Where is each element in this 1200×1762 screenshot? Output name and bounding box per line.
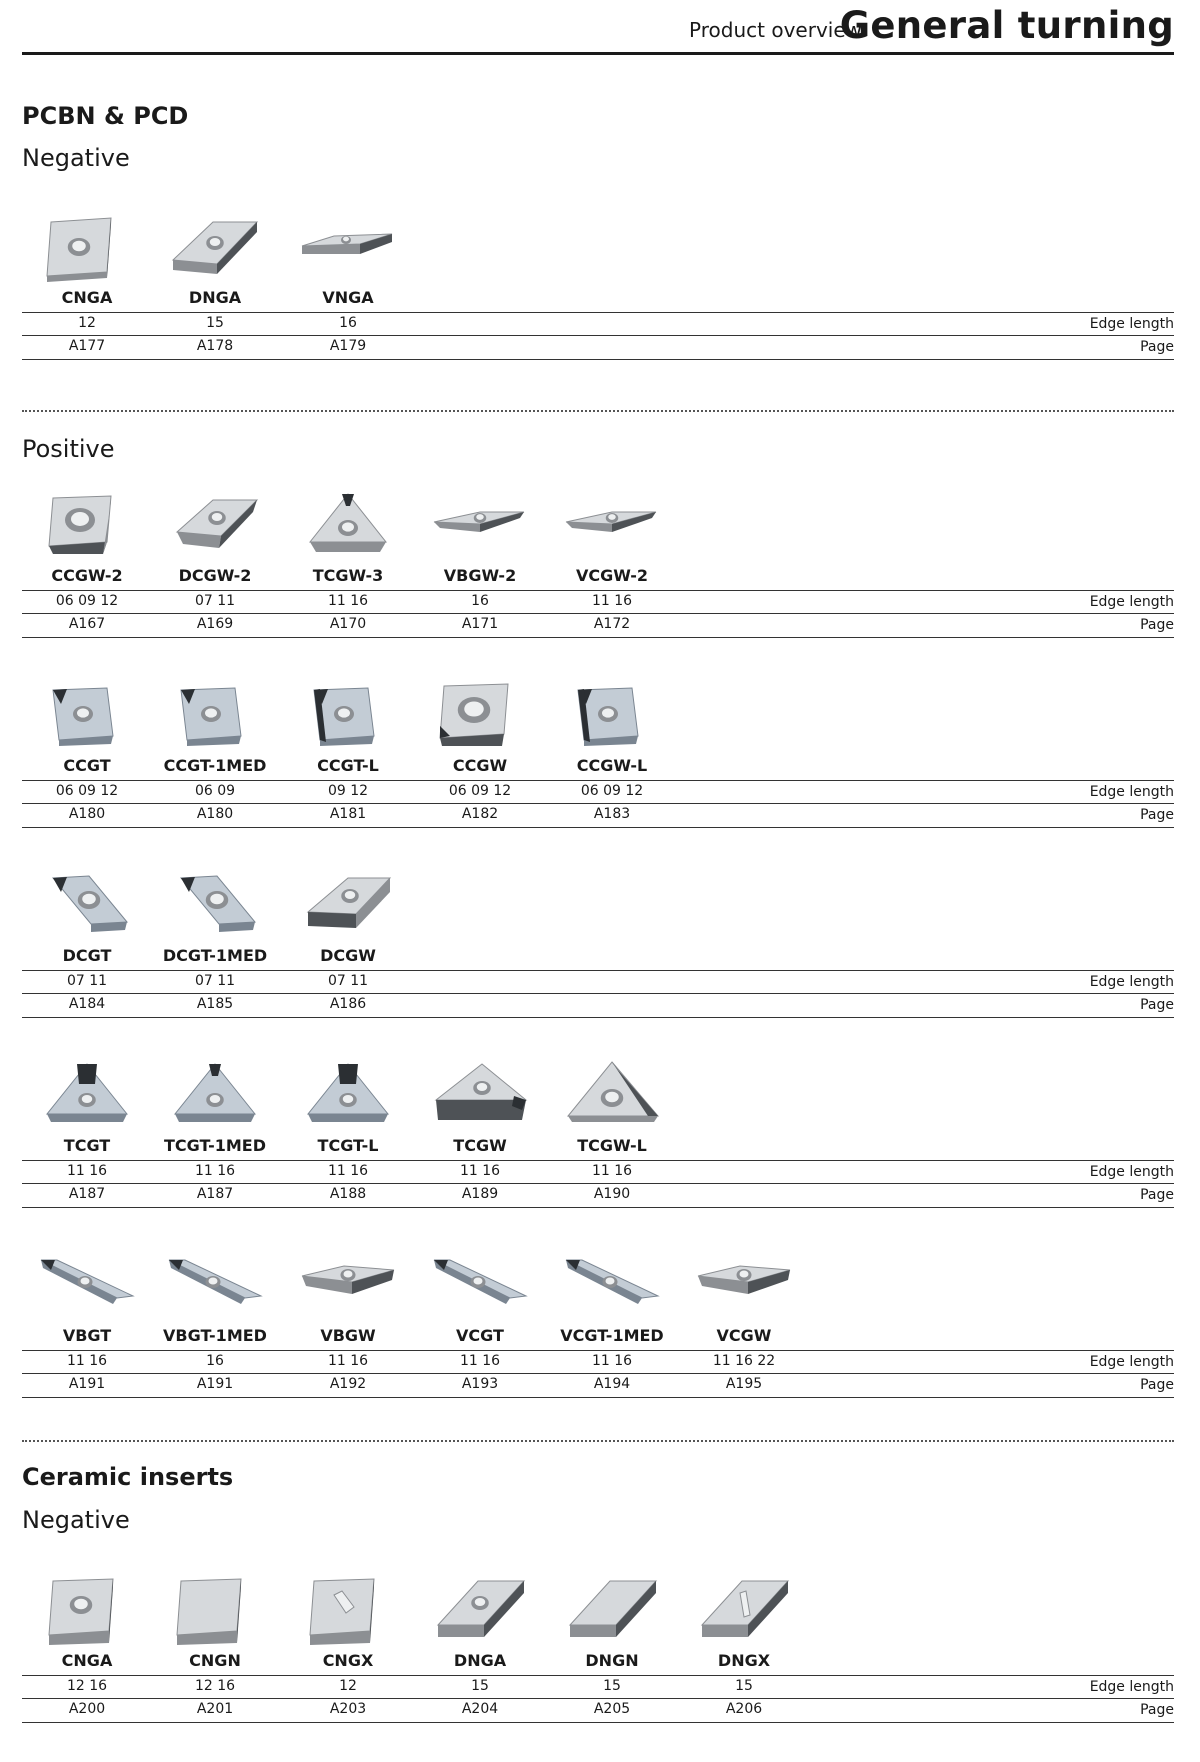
insert-item[interactable] bbox=[22, 490, 152, 640]
insert-code: CNGA bbox=[61, 288, 113, 307]
header-title: General turning bbox=[839, 4, 1174, 47]
insert-edge-length: 15 bbox=[206, 315, 224, 331]
insert-group bbox=[22, 1060, 1174, 1210]
insert-page-ref[interactable]: A185 bbox=[196, 996, 234, 1012]
insert-page-ref[interactable]: A200 bbox=[68, 1701, 106, 1717]
ccgw-insert-icon bbox=[430, 680, 530, 752]
insert-page-ref[interactable]: A170 bbox=[329, 616, 367, 632]
page-label: Page bbox=[1140, 617, 1174, 633]
dcgt-1med-insert-icon bbox=[165, 870, 265, 942]
insert-group bbox=[22, 490, 1174, 640]
section-title-pcbn: PCBN & PCD bbox=[22, 102, 189, 130]
insert-edge-length: 12 bbox=[78, 315, 96, 331]
insert-code: CCGW bbox=[452, 756, 508, 775]
edge-length-label: Edge length bbox=[1089, 316, 1174, 332]
insert-item[interactable] bbox=[22, 212, 152, 362]
insert-code: VCGT bbox=[456, 1326, 504, 1345]
insert-item[interactable] bbox=[283, 490, 413, 640]
edge-length-label: Edge length bbox=[1089, 1164, 1174, 1180]
ceramic-cnga-insert-icon bbox=[37, 1575, 137, 1647]
insert-item[interactable] bbox=[283, 1060, 413, 1210]
insert-edge-length: 11 16 bbox=[327, 593, 369, 609]
edge-length-label: Edge length bbox=[1089, 1354, 1174, 1370]
vbgw2-insert-icon bbox=[430, 490, 530, 562]
tcgt-l-insert-icon bbox=[298, 1060, 398, 1132]
insert-page-ref[interactable]: A178 bbox=[196, 338, 234, 354]
insert-item[interactable] bbox=[547, 680, 677, 830]
insert-item[interactable] bbox=[150, 1250, 280, 1400]
insert-code: DCGW bbox=[320, 946, 376, 965]
insert-page-ref[interactable]: A193 bbox=[461, 1376, 499, 1392]
insert-edge-length: 07 11 bbox=[327, 973, 369, 989]
insert-page-ref[interactable]: A203 bbox=[329, 1701, 367, 1717]
insert-page-ref[interactable]: A191 bbox=[68, 1376, 106, 1392]
insert-item[interactable] bbox=[150, 1575, 280, 1725]
insert-group bbox=[22, 1250, 1174, 1400]
insert-item[interactable] bbox=[547, 1250, 677, 1400]
insert-item[interactable] bbox=[22, 870, 152, 1020]
insert-item[interactable] bbox=[150, 212, 280, 362]
tcgw3-insert-icon bbox=[298, 490, 398, 562]
tcgt-1med-insert-icon bbox=[165, 1060, 265, 1132]
insert-code: CNGN bbox=[189, 1651, 241, 1670]
insert-edge-length: 16 bbox=[471, 593, 489, 609]
insert-edge-length: 11 16 bbox=[591, 1163, 633, 1179]
insert-page-ref[interactable]: A182 bbox=[461, 806, 499, 822]
insert-edge-length: 11 16 bbox=[327, 1163, 369, 1179]
insert-edge-length: 07 11 bbox=[194, 593, 236, 609]
insert-edge-length: 11 16 bbox=[591, 593, 633, 609]
header-subtitle: Product overview bbox=[689, 18, 862, 42]
insert-code: VNGA bbox=[322, 288, 374, 307]
insert-edge-length: 11 16 bbox=[66, 1353, 108, 1369]
insert-item[interactable] bbox=[547, 490, 677, 640]
insert-item[interactable] bbox=[415, 1060, 545, 1210]
vcgw-insert-icon bbox=[694, 1250, 794, 1322]
subsection-title-ceramic-negative: Negative bbox=[22, 1506, 130, 1534]
insert-edge-length: 07 11 bbox=[66, 973, 108, 989]
vbgt-1med-insert-icon bbox=[165, 1250, 265, 1322]
insert-edge-length: 15 bbox=[603, 1678, 621, 1694]
insert-edge-length: 12 bbox=[339, 1678, 357, 1694]
insert-code: TCGT bbox=[63, 1136, 111, 1155]
insert-code: DNGA bbox=[453, 1651, 507, 1670]
insert-code: CCGT-1MED bbox=[163, 756, 267, 775]
insert-page-ref[interactable]: A172 bbox=[593, 616, 631, 632]
insert-page-ref[interactable]: A192 bbox=[329, 1376, 367, 1392]
section-divider bbox=[22, 410, 1174, 412]
page-label: Page bbox=[1140, 1377, 1174, 1393]
tcgw-insert-icon bbox=[430, 1060, 530, 1132]
insert-page-ref[interactable]: A191 bbox=[196, 1376, 234, 1392]
insert-item[interactable] bbox=[283, 212, 413, 362]
dcgw2-insert-icon bbox=[165, 490, 265, 562]
insert-item[interactable] bbox=[547, 1575, 677, 1725]
page-label: Page bbox=[1140, 1702, 1174, 1718]
insert-item[interactable] bbox=[150, 870, 280, 1020]
insert-item[interactable] bbox=[415, 1575, 545, 1725]
insert-page-ref[interactable]: A181 bbox=[329, 806, 367, 822]
insert-code: VCGW bbox=[716, 1326, 772, 1345]
insert-code: CNGX bbox=[322, 1651, 374, 1670]
insert-page-ref[interactable]: A187 bbox=[196, 1186, 234, 1202]
insert-item[interactable] bbox=[22, 680, 152, 830]
insert-code: DCGT bbox=[62, 946, 112, 965]
insert-page-ref[interactable]: A188 bbox=[329, 1186, 367, 1202]
ccgw2-insert-icon bbox=[37, 490, 137, 562]
insert-page-ref[interactable]: A180 bbox=[196, 806, 234, 822]
insert-page-ref[interactable]: A183 bbox=[593, 806, 631, 822]
ceramic-cngn-insert-icon bbox=[165, 1575, 265, 1647]
ceramic-dngx-insert-icon bbox=[694, 1575, 794, 1647]
insert-edge-length: 11 16 bbox=[194, 1163, 236, 1179]
insert-page-ref[interactable]: A204 bbox=[461, 1701, 499, 1717]
section-title-ceramic: Ceramic inserts bbox=[22, 1463, 234, 1491]
tcgw-l-insert-icon bbox=[562, 1060, 662, 1132]
insert-edge-length: 06 09 12 bbox=[55, 783, 119, 799]
insert-page-ref[interactable]: A180 bbox=[68, 806, 106, 822]
insert-code: TCGT-L bbox=[317, 1136, 379, 1155]
vbgw-insert-icon bbox=[298, 1250, 398, 1322]
insert-item[interactable] bbox=[22, 1575, 152, 1725]
insert-page-ref[interactable]: A205 bbox=[593, 1701, 631, 1717]
insert-edge-length: 11 16 bbox=[459, 1163, 501, 1179]
insert-edge-length: 06 09 bbox=[194, 783, 236, 799]
insert-item[interactable] bbox=[22, 1250, 152, 1400]
insert-item[interactable] bbox=[283, 1250, 413, 1400]
subsection-title-pcbn-positive: Positive bbox=[22, 435, 115, 463]
insert-code: DCGT-1MED bbox=[162, 946, 268, 965]
dnga-insert-icon bbox=[165, 212, 265, 284]
page-label: Page bbox=[1140, 339, 1174, 355]
insert-page-ref[interactable]: A190 bbox=[593, 1186, 631, 1202]
insert-edge-length: 11 16 bbox=[66, 1163, 108, 1179]
insert-code: TCGT-1MED bbox=[164, 1136, 266, 1155]
insert-edge-length: 15 bbox=[471, 1678, 489, 1694]
cnga-insert-icon bbox=[37, 212, 137, 284]
ceramic-dngn-insert-icon bbox=[562, 1575, 662, 1647]
insert-code: CCGW-2 bbox=[51, 566, 123, 585]
insert-page-ref[interactable]: A206 bbox=[725, 1701, 763, 1717]
insert-edge-length: 11 16 bbox=[327, 1353, 369, 1369]
insert-item[interactable] bbox=[150, 1060, 280, 1210]
insert-page-ref[interactable]: A169 bbox=[196, 616, 234, 632]
ccgt-insert-icon bbox=[37, 680, 137, 752]
insert-edge-length: 16 bbox=[339, 315, 357, 331]
insert-group bbox=[22, 870, 1174, 1020]
insert-edge-length: 11 16 bbox=[459, 1353, 501, 1369]
dcgw-insert-icon bbox=[298, 870, 398, 942]
insert-item[interactable] bbox=[150, 680, 280, 830]
insert-code: VBGW bbox=[320, 1326, 376, 1345]
page-label: Page bbox=[1140, 807, 1174, 823]
insert-code: DCGW-2 bbox=[178, 566, 252, 585]
insert-code: CCGT-L bbox=[317, 756, 379, 775]
insert-code: TCGW-3 bbox=[312, 566, 384, 585]
insert-code: TCGW bbox=[453, 1136, 507, 1155]
ccgw-l-insert-icon bbox=[562, 680, 662, 752]
page-label: Page bbox=[1140, 1187, 1174, 1203]
insert-group bbox=[22, 212, 1174, 362]
insert-item[interactable] bbox=[415, 680, 545, 830]
insert-group bbox=[22, 680, 1174, 830]
insert-page-ref[interactable]: A195 bbox=[725, 1376, 763, 1392]
page-header bbox=[22, 0, 1174, 55]
vnga-insert-icon bbox=[298, 212, 398, 284]
insert-page-ref[interactable]: A194 bbox=[593, 1376, 631, 1392]
ccgt-1med-insert-icon bbox=[165, 680, 265, 752]
insert-item[interactable] bbox=[679, 1250, 809, 1400]
section-divider bbox=[22, 1440, 1174, 1442]
insert-code: DNGN bbox=[585, 1651, 639, 1670]
insert-code: CNGA bbox=[61, 1651, 113, 1670]
insert-code: CCGW-L bbox=[576, 756, 648, 775]
vcgt-1med-insert-icon bbox=[562, 1250, 662, 1322]
insert-code: CCGT bbox=[63, 756, 111, 775]
insert-item[interactable] bbox=[679, 1575, 809, 1725]
dcgt-insert-icon bbox=[37, 870, 137, 942]
insert-item[interactable] bbox=[22, 1060, 152, 1210]
insert-item[interactable] bbox=[415, 490, 545, 640]
insert-edge-length: 11 16 22 bbox=[712, 1353, 776, 1369]
insert-page-ref[interactable]: A187 bbox=[68, 1186, 106, 1202]
vcgw2-insert-icon bbox=[562, 490, 662, 562]
insert-page-ref[interactable]: A186 bbox=[329, 996, 367, 1012]
insert-page-ref[interactable]: A171 bbox=[461, 616, 499, 632]
insert-edge-length: 06 09 12 bbox=[55, 593, 119, 609]
edge-length-label: Edge length bbox=[1089, 784, 1174, 800]
insert-item[interactable] bbox=[283, 870, 413, 1020]
vcgt-insert-icon bbox=[430, 1250, 530, 1322]
insert-page-ref[interactable]: A179 bbox=[329, 338, 367, 354]
insert-code: DNGX bbox=[717, 1651, 771, 1670]
insert-edge-length: 09 12 bbox=[327, 783, 369, 799]
edge-length-label: Edge length bbox=[1089, 1679, 1174, 1695]
ccgt-l-insert-icon bbox=[298, 680, 398, 752]
vbgt-insert-icon bbox=[37, 1250, 137, 1322]
insert-edge-length: 07 11 bbox=[194, 973, 236, 989]
insert-edge-length: 06 09 12 bbox=[580, 783, 644, 799]
insert-edge-length: 06 09 12 bbox=[448, 783, 512, 799]
insert-edge-length: 12 16 bbox=[194, 1678, 236, 1694]
ceramic-dnga-insert-icon bbox=[430, 1575, 530, 1647]
insert-code: VCGW-2 bbox=[576, 566, 648, 585]
insert-code: VBGT-1MED bbox=[163, 1326, 267, 1345]
insert-page-ref[interactable]: A167 bbox=[68, 616, 106, 632]
insert-edge-length: 12 16 bbox=[66, 1678, 108, 1694]
insert-code: VBGW-2 bbox=[443, 566, 517, 585]
insert-edge-length: 11 16 bbox=[591, 1353, 633, 1369]
insert-page-ref[interactable]: A189 bbox=[461, 1186, 499, 1202]
edge-length-label: Edge length bbox=[1089, 974, 1174, 990]
insert-item[interactable] bbox=[415, 1250, 545, 1400]
insert-code: VCGT-1MED bbox=[560, 1326, 664, 1345]
insert-page-ref[interactable]: A201 bbox=[196, 1701, 234, 1717]
tcgt-insert-icon bbox=[37, 1060, 137, 1132]
page-label: Page bbox=[1140, 997, 1174, 1013]
insert-code: VBGT bbox=[62, 1326, 112, 1345]
insert-item[interactable] bbox=[547, 1060, 677, 1210]
ceramic-cngx-insert-icon bbox=[298, 1575, 398, 1647]
insert-item[interactable] bbox=[283, 680, 413, 830]
insert-edge-length: 15 bbox=[735, 1678, 753, 1694]
insert-page-ref[interactable]: A177 bbox=[68, 338, 106, 354]
insert-edge-length: 16 bbox=[206, 1353, 224, 1369]
subsection-title-pcbn-negative: Negative bbox=[22, 144, 130, 172]
insert-code: DNGA bbox=[188, 288, 242, 307]
insert-item[interactable] bbox=[283, 1575, 413, 1725]
edge-length-label: Edge length bbox=[1089, 594, 1174, 610]
insert-code: TCGW-L bbox=[577, 1136, 647, 1155]
insert-item[interactable] bbox=[150, 490, 280, 640]
insert-page-ref[interactable]: A184 bbox=[68, 996, 106, 1012]
insert-group bbox=[22, 1575, 1174, 1725]
